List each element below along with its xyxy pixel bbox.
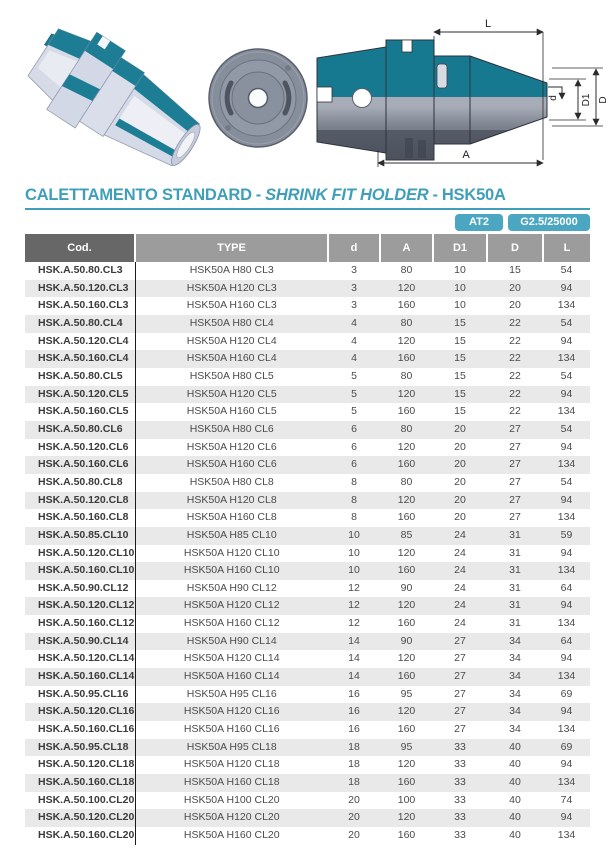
title-separator: - — [255, 186, 262, 204]
cell-D: 31 — [487, 597, 543, 615]
table-row — [25, 439, 590, 457]
cell-type: HSK50A H95 CL18 — [135, 739, 328, 757]
content-area — [25, 184, 590, 845]
cell-d: 8 — [351, 475, 357, 488]
cell-L: 134 — [557, 617, 576, 630]
cell-L: 134 — [557, 405, 576, 418]
cell-type: HSK50A H160 CL8 — [186, 511, 277, 524]
column-header-dd: D — [487, 234, 543, 262]
column-header-l: L — [543, 234, 590, 262]
cell-D1: 24 — [433, 562, 487, 580]
cell-type: HSK50A H160 CL20 — [183, 829, 280, 841]
cell-L: 54 — [543, 421, 590, 439]
table-row — [25, 686, 590, 704]
cell-cod: HSK.A.50.120.CL4 — [25, 333, 135, 351]
cell-D: 22 — [487, 315, 543, 333]
cell-L: 54 — [543, 315, 590, 333]
cell-D1: 15 — [454, 405, 466, 418]
cell-d: 18 — [328, 774, 380, 792]
cell-D1: 20 — [433, 492, 487, 510]
cell-D1: 20 — [454, 475, 466, 488]
cell-D1: 24 — [454, 581, 466, 594]
cell-D1: 24 — [433, 527, 487, 545]
cell-L: 94 — [543, 492, 590, 510]
cell-type: HSK50A H95 CL16 — [186, 687, 277, 700]
cell-type: HSK50A H90 CL14 — [135, 633, 328, 651]
cell-cod: HSK.A.50.160.CL14 — [25, 668, 135, 686]
table-row — [25, 350, 590, 368]
table-row — [25, 262, 590, 280]
cell-d: 10 — [328, 527, 380, 545]
cell-L: 134 — [543, 668, 590, 686]
cell-L: 134 — [543, 350, 590, 368]
cell-type: HSK50A H120 CL4 — [186, 334, 277, 347]
cell-L: 94 — [543, 809, 590, 827]
table-row — [25, 650, 590, 668]
product-images — [0, 0, 612, 185]
spec-badges — [25, 214, 590, 231]
cell-type: HSK50A H120 CL3 — [135, 280, 328, 298]
cell-A: 160 — [380, 456, 433, 474]
cell-A: 80 — [380, 315, 433, 333]
cell-D: 22 — [487, 386, 543, 404]
cell-d: 12 — [328, 597, 380, 615]
cell-D1: 15 — [433, 315, 487, 333]
cell-A: 160 — [397, 829, 416, 841]
table-row — [25, 615, 590, 633]
cell-cod: HSK.A.50.80.CL8 — [25, 474, 135, 492]
cell-d: 20 — [328, 809, 380, 827]
cell-type: HSK50A H160 CL14 — [135, 668, 328, 686]
table-row — [25, 739, 590, 757]
cell-D1: 33 — [454, 793, 466, 806]
cell-D: 27 — [509, 440, 521, 453]
cell-d: 8 — [351, 511, 357, 524]
cell-cod: HSK.A.50.90.CL12 — [25, 580, 135, 598]
table-row — [25, 562, 590, 580]
cell-d: 12 — [348, 617, 360, 630]
table-row — [25, 297, 590, 315]
cell-D: 27 — [487, 421, 543, 439]
cell-A: 160 — [380, 774, 433, 792]
cell-d: 14 — [348, 652, 360, 665]
cell-D1: 10 — [454, 299, 466, 312]
cell-type: HSK50A H160 CL6 — [135, 456, 328, 474]
cell-cod: HSK.A.50.160.CL3 — [25, 297, 135, 315]
cell-A: 80 — [400, 475, 413, 488]
cell-d: 20 — [348, 793, 360, 806]
cell-D1: 33 — [454, 829, 466, 841]
cell-L: 54 — [560, 475, 573, 488]
cell-cod: HSK.A.50.85.CL10 — [25, 527, 135, 545]
cutaway-3d-image — [16, 12, 217, 185]
cell-L: 64 — [543, 633, 590, 651]
cell-type: HSK50A H120 CL8 — [135, 492, 328, 510]
cell-cod: HSK.A.50.160.CL4 — [25, 350, 135, 368]
column-header-a: A — [380, 234, 433, 262]
cell-type: HSK50A H160 CL16 — [183, 723, 280, 736]
cell-cod: HSK.A.50.80.CL4 — [25, 315, 135, 333]
cell-cod: HSK.A.50.120.CL14 — [25, 650, 135, 668]
dim-label-d: d — [548, 95, 559, 101]
cell-cod: HSK.A.50.95.CL18 — [25, 739, 135, 757]
cell-type: HSK50A H120 CL5 — [135, 386, 328, 404]
cell-d: 6 — [351, 440, 357, 453]
cell-A: 120 — [380, 492, 433, 510]
cell-type: HSK50A H160 CL3 — [186, 299, 277, 312]
table-row — [25, 492, 590, 510]
cell-D: 40 — [509, 793, 521, 806]
cell-L: 64 — [560, 581, 573, 594]
cell-D1: 20 — [433, 456, 487, 474]
cell-L: 94 — [543, 703, 590, 721]
cell-D1: 20 — [454, 440, 466, 453]
cell-A: 160 — [397, 299, 416, 312]
cell-d: 20 — [348, 829, 360, 841]
cell-A: 80 — [380, 421, 433, 439]
cell-D: 15 — [509, 264, 521, 276]
cell-D1: 27 — [454, 723, 466, 736]
table-row — [25, 386, 590, 404]
table-row — [25, 597, 590, 615]
cell-D: 27 — [487, 456, 543, 474]
spec-table — [25, 234, 590, 845]
cell-cod: HSK.A.50.120.CL5 — [25, 386, 135, 404]
cell-D: 27 — [509, 511, 521, 524]
cell-A: 95 — [380, 739, 433, 757]
title-part3: HSK50A — [441, 186, 506, 204]
cell-D: 34 — [509, 652, 521, 665]
cell-cod: HSK.A.50.90.CL14 — [25, 633, 135, 651]
cell-cod: HSK.A.50.160.CL12 — [25, 615, 135, 633]
cell-A: 90 — [400, 581, 413, 594]
table-row — [25, 315, 590, 333]
cell-D: 31 — [487, 562, 543, 580]
cell-cod: HSK.A.50.160.CL10 — [25, 562, 135, 580]
dim-label-l: L — [484, 18, 492, 30]
cell-D: 20 — [487, 280, 543, 298]
title-part1: CALETTAMENTO STANDARD — [25, 186, 252, 204]
cell-D1: 33 — [433, 809, 487, 827]
table-row — [25, 633, 590, 651]
cell-d: 4 — [328, 350, 380, 368]
cell-type: HSK50A H120 CL18 — [183, 758, 280, 771]
cell-D1: 15 — [433, 350, 487, 368]
cell-type: HSK50A H120 CL6 — [186, 440, 277, 453]
cell-D: 31 — [487, 527, 543, 545]
images-svg — [0, 0, 612, 185]
cell-d: 12 — [348, 581, 360, 594]
cell-L: 94 — [560, 758, 573, 771]
cell-D1: 24 — [454, 617, 466, 630]
cell-A: 85 — [380, 527, 433, 545]
table-row — [25, 668, 590, 686]
cell-type: HSK50A H80 CL6 — [135, 421, 328, 439]
cell-type: HSK50A H80 CL3 — [189, 264, 274, 276]
title-part2: SHRINK FIT HOLDER — [265, 186, 429, 204]
cell-D1: 27 — [433, 633, 487, 651]
cell-d: 4 — [328, 315, 380, 333]
table-row — [25, 792, 590, 810]
cell-L: 74 — [560, 793, 573, 806]
cell-d: 10 — [328, 562, 380, 580]
technical-drawing — [310, 18, 610, 170]
dim-label-a: A — [462, 149, 470, 161]
cell-type: HSK50A H160 CL12 — [183, 617, 280, 630]
cell-cod: HSK.A.50.160.CL16 — [25, 721, 135, 739]
cell-cod: HSK.A.50.120.CL16 — [25, 703, 135, 721]
cell-cod: HSK.A.50.80.CL5 — [25, 368, 135, 386]
cell-d: 5 — [351, 369, 357, 382]
cell-D1: 24 — [433, 597, 487, 615]
table-row — [25, 368, 590, 386]
cell-D1: 24 — [454, 546, 466, 559]
cell-A: 95 — [400, 687, 413, 700]
cell-D1: 20 — [454, 511, 466, 524]
table-row — [25, 456, 590, 474]
cell-type: HSK50A H120 CL16 — [135, 703, 328, 721]
cell-L: 134 — [557, 511, 576, 524]
cell-A: 120 — [397, 758, 416, 771]
cell-D: 31 — [509, 581, 521, 594]
table-row — [25, 280, 590, 298]
cell-type: HSK50A H120 CL12 — [135, 597, 328, 615]
table-row — [25, 809, 590, 827]
cell-type: HSK50A H80 CL5 — [189, 369, 274, 382]
cell-D1: 15 — [433, 386, 487, 404]
cell-L: 134 — [557, 829, 576, 841]
cell-L: 94 — [560, 334, 573, 347]
table-header — [25, 234, 590, 262]
cell-D1: 27 — [433, 703, 487, 721]
column-header-d: d — [328, 234, 380, 262]
cell-L: 94 — [560, 546, 573, 559]
table-row — [25, 333, 590, 351]
cell-L: 69 — [543, 739, 590, 757]
cell-cod: HSK.A.50.120.CL8 — [25, 492, 135, 510]
cell-D1: 10 — [433, 280, 487, 298]
cell-L: 94 — [543, 597, 590, 615]
cell-d: 5 — [328, 386, 380, 404]
cell-A: 120 — [380, 703, 433, 721]
cell-D1: 27 — [454, 687, 466, 700]
cell-cod: HSK.A.50.100.CL20 — [25, 792, 135, 810]
table-row — [25, 703, 590, 721]
cell-D: 34 — [487, 703, 543, 721]
cell-L: 54 — [560, 369, 573, 382]
cell-A: 120 — [397, 440, 416, 453]
cell-A: 120 — [380, 386, 433, 404]
cell-d: 5 — [351, 405, 357, 418]
cell-D: 40 — [509, 758, 521, 771]
title-underline — [25, 208, 590, 210]
cell-L: 59 — [543, 527, 590, 545]
cell-A: 160 — [397, 617, 416, 630]
cell-A: 160 — [380, 562, 433, 580]
page-title — [25, 184, 590, 206]
cell-L: 54 — [560, 264, 573, 276]
cell-D: 34 — [487, 668, 543, 686]
cell-A: 120 — [380, 809, 433, 827]
cell-d: 3 — [351, 299, 357, 312]
table-row — [25, 827, 590, 845]
table-row — [25, 527, 590, 545]
cell-type: HSK50A H160 CL10 — [135, 562, 328, 580]
column-header-d1: D1 — [433, 234, 487, 262]
cell-L: 94 — [560, 440, 573, 453]
column-header-type: TYPE — [135, 234, 328, 262]
cell-type: HSK50A H90 CL12 — [186, 581, 277, 594]
cell-d: 6 — [328, 456, 380, 474]
table-body — [25, 262, 590, 845]
cell-type: HSK50A H85 CL10 — [135, 527, 328, 545]
cell-A: 160 — [380, 668, 433, 686]
table-row — [25, 545, 590, 563]
cell-cod: HSK.A.50.120.CL3 — [25, 280, 135, 298]
table-row — [25, 403, 590, 421]
cell-d: 16 — [348, 687, 360, 700]
cell-L: 94 — [543, 386, 590, 404]
cell-A: 80 — [400, 369, 413, 382]
cell-type: HSK50A H160 CL5 — [186, 405, 277, 418]
cell-d: 3 — [351, 264, 357, 276]
cell-cod: HSK.A.50.120.CL6 — [25, 439, 135, 457]
cell-cod: HSK.A.50.160.CL5 — [25, 403, 135, 421]
cell-A: 160 — [397, 723, 416, 736]
cell-D: 34 — [487, 633, 543, 651]
table-row — [25, 721, 590, 739]
cell-d: 14 — [328, 633, 380, 651]
cell-A: 160 — [380, 350, 433, 368]
dim-label-dd: D — [598, 96, 609, 104]
cell-cod: HSK.A.50.160.CL20 — [25, 827, 135, 845]
cell-A: 160 — [397, 405, 416, 418]
cell-type: HSK50A H160 CL18 — [135, 774, 328, 792]
cell-D1: 27 — [433, 668, 487, 686]
cell-cod: HSK.A.50.120.CL12 — [25, 597, 135, 615]
title-separator: - — [432, 186, 438, 204]
cell-D: 34 — [509, 687, 521, 700]
cell-d: 4 — [351, 334, 357, 347]
cell-type: HSK50A H120 CL14 — [183, 652, 280, 665]
cell-L: 134 — [543, 774, 590, 792]
cell-A: 120 — [397, 652, 416, 665]
cell-D1: 33 — [433, 739, 487, 757]
cell-d: 18 — [328, 739, 380, 757]
table-row — [25, 756, 590, 774]
table-row — [25, 421, 590, 439]
cell-type: HSK50A H160 CL4 — [135, 350, 328, 368]
cell-A: 100 — [397, 793, 416, 806]
cell-type: HSK50A H100 CL20 — [183, 793, 280, 806]
cell-D: 34 — [509, 723, 521, 736]
cell-type: HSK50A H80 CL8 — [189, 475, 274, 488]
cell-type: HSK50A H120 CL10 — [183, 546, 280, 559]
cell-D: 31 — [509, 546, 521, 559]
cell-D: 40 — [487, 774, 543, 792]
badge-tolerance: AT2 — [455, 214, 503, 231]
cell-L: 69 — [560, 687, 573, 700]
cell-D: 40 — [487, 739, 543, 757]
cell-cod: HSK.A.50.160.CL8 — [25, 509, 135, 527]
cell-L: 134 — [557, 299, 576, 312]
cell-d: 16 — [348, 723, 360, 736]
cell-D: 22 — [509, 405, 521, 418]
cell-cod: HSK.A.50.80.CL6 — [25, 421, 135, 439]
cell-A: 120 — [397, 546, 416, 559]
cell-cod: HSK.A.50.120.CL10 — [25, 545, 135, 563]
cell-D1: 33 — [433, 774, 487, 792]
cell-D: 22 — [509, 369, 521, 382]
cell-D1: 15 — [454, 334, 466, 347]
cell-A: 90 — [380, 633, 433, 651]
cell-cod: HSK.A.50.160.CL6 — [25, 456, 135, 474]
cell-type: HSK50A H80 CL4 — [135, 315, 328, 333]
table-row — [25, 474, 590, 492]
front-view-image — [209, 49, 307, 147]
cell-D: 27 — [487, 492, 543, 510]
cell-A: 120 — [380, 280, 433, 298]
table-row — [25, 509, 590, 527]
cell-L: 134 — [557, 723, 576, 736]
cell-L: 134 — [543, 562, 590, 580]
cell-A: 120 — [380, 597, 433, 615]
table-row — [25, 774, 590, 792]
cell-L: 94 — [560, 652, 573, 665]
cell-D: 22 — [487, 350, 543, 368]
cell-D1: 10 — [454, 264, 466, 276]
cell-D1: 20 — [433, 421, 487, 439]
cell-D: 40 — [509, 829, 521, 841]
cell-d: 8 — [328, 492, 380, 510]
cell-cod: HSK.A.50.160.CL18 — [25, 774, 135, 792]
cell-D1: 33 — [454, 758, 466, 771]
table-row — [25, 580, 590, 598]
cell-d: 14 — [328, 668, 380, 686]
badge-balancing: G2.5/25000 — [508, 214, 590, 231]
cell-D1: 15 — [454, 369, 466, 382]
dim-label-d1: D1 — [581, 93, 592, 107]
cell-A: 160 — [397, 511, 416, 524]
cell-D: 40 — [487, 809, 543, 827]
cell-cod: HSK.A.50.120.CL18 — [25, 756, 135, 774]
cell-D: 22 — [509, 334, 521, 347]
cell-cod: HSK.A.50.80.CL3 — [25, 262, 135, 280]
column-header-cod: Cod. — [25, 234, 135, 262]
cell-d: 6 — [328, 421, 380, 439]
cell-D: 20 — [509, 299, 521, 312]
cell-D: 27 — [509, 475, 521, 488]
cell-L: 134 — [543, 456, 590, 474]
cell-D: 31 — [509, 617, 521, 630]
cell-cod: HSK.A.50.120.CL20 — [25, 809, 135, 827]
cell-A: 120 — [397, 334, 416, 347]
cell-d: 16 — [328, 703, 380, 721]
cell-cod: HSK.A.50.95.CL16 — [25, 686, 135, 704]
cell-D1: 27 — [454, 652, 466, 665]
cell-type: HSK50A H120 CL20 — [135, 809, 328, 827]
cell-L: 94 — [543, 280, 590, 298]
cell-d: 18 — [348, 758, 360, 771]
cell-A: 80 — [400, 264, 413, 276]
cell-d: 3 — [328, 280, 380, 298]
cell-d: 10 — [348, 546, 360, 559]
